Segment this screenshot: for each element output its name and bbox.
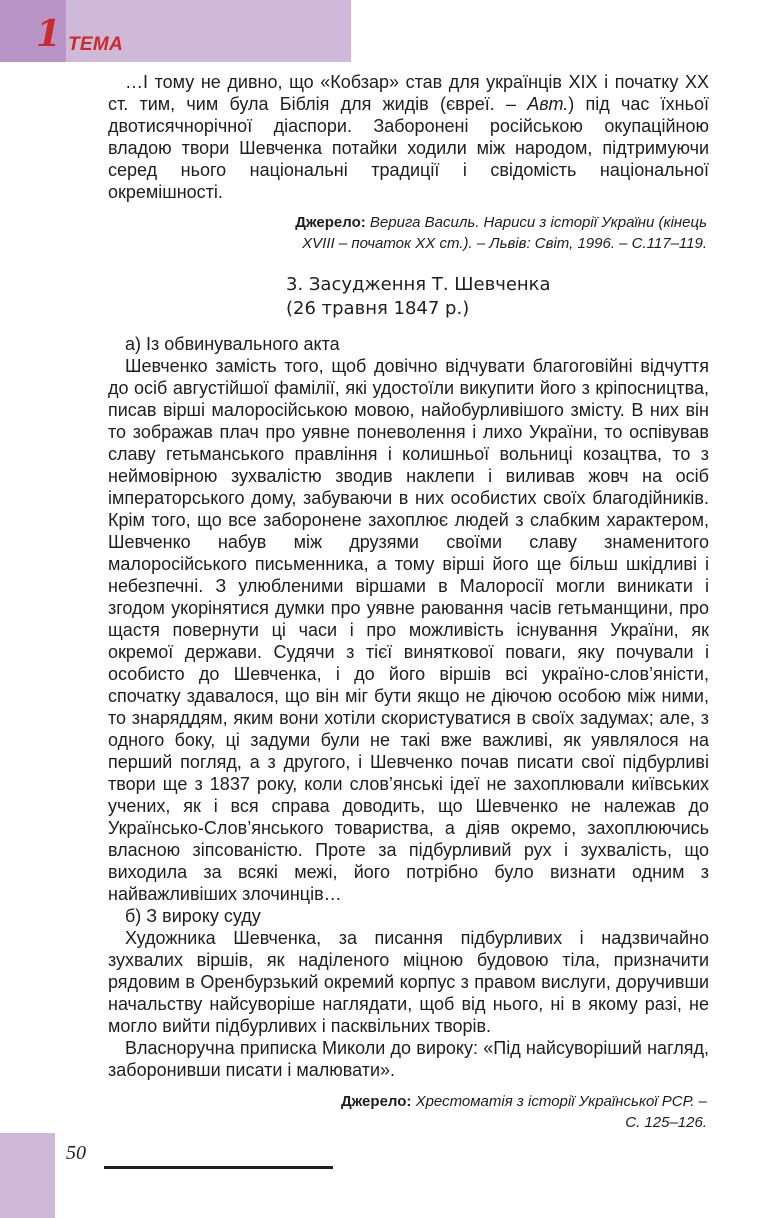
quote-text-end: ) під час їхньої двотисячнорічної діаспори. Заборонені російською окупаційною владою твори Шевченка потайки ходили між народом, підтримуючи серед нього національні традиції і свідомість національної окремішності. bbox=[108, 94, 709, 202]
quote-paragraph bbox=[108, 71, 709, 203]
quote-source bbox=[108, 212, 707, 254]
part-b-heading: б) З вироку суду bbox=[125, 906, 261, 926]
topic-number: 1 bbox=[36, 13, 62, 55]
author-note: Авт. bbox=[527, 94, 569, 114]
source-label: Джерело: bbox=[340, 1093, 412, 1110]
source-label: Джерело: bbox=[295, 214, 366, 231]
section-title-line: (26 травня 1847 р.) bbox=[286, 298, 470, 319]
source-line: Верига Василь. Нариси з історії України (кінець bbox=[369, 214, 707, 231]
part-a-text: Шевченко замість того, щоб довічно відчувати благоговійні відчуття до осіб августійшої фамілії, які удостоїли викупити його з кріпосництва, писав вірші малоросійською мовою, найобурливішого змісту. В них він то зображав плач про уявне поневолення і лихо України, то оспівував славу гетьманського правління і колишньої вольниці козацтва, то з неймовірною зухвалістю зводив наклепи і виливав жовч на осіб імператорського дому, забуваючи в них особистих своїх благодійників. Крім того, що все заборонене захоплює людей з слабким характером, Шевченко набув між друзями своїми славу знаменитого малоросійського письменника, а тому вірші його ще більш шкідливі і небезпечні. З улюбленими віршами в Малоросії могли виникати і згодом укорінятися думки про уявне раювання часів гетьманщини, про щастя повернути ці часи і про можливість існування України, як окремої держави. Судячи з тієї виняткової поваги, яку почували і особисто до Шевченка, і до його віршів всі україно-слов’яністи, спочатку здавалося, що він міг бути якщо не діючою особою між ними, то знаряддям, яким вони хотіли скористуватися в своїх задумах; але, з одного боку, ці задуми були не такі вже важливі, як уявлялося на перший погляд, а з другого, і Шевченко почав писати свої підбурливі твори ще з 1837 року, коли слов’янські ідеї не захоплювали київських учених, як і вся справа доводить, що Шевченко не належав до Українсько-Слов’янського товариства, а діяв окремо, захоплюючись власною зіпсованістю. Проте за підбурливий рух і зухвалість, що виходила за всякі межі, його потрібно було визнати одним з найважливіших злочинців… bbox=[108, 356, 709, 904]
source-line: XVIII – початок XX ст.). – Львів: Світ, 1996. – С.117–119. bbox=[302, 235, 707, 252]
source-line: Хрестоматія з історії Української РСР. – bbox=[415, 1093, 707, 1110]
part-b-text: Художника Шевченка, за писання підбурливих і надзвичайно зухвалих віршів, як наділеного міцною будовою тіла, призначити рядовим в Оренбурзький окремий корпус з правом вислуги, доручивши начальству найсуворіше наглядати, щоб від нього, ні в якому разі, не могло вийти підбурливих і пасквільних творів. bbox=[108, 928, 709, 1036]
section-title bbox=[286, 273, 709, 321]
part-b-note: Власноручна приписка Миколи до вироку: «Під найсуворіший нагляд, заборонивши писати і малювати». bbox=[108, 1038, 709, 1080]
source-line: С. 125–126. bbox=[625, 1114, 707, 1131]
topic-label: ТЕМА bbox=[68, 34, 124, 55]
part-b-source bbox=[108, 1091, 707, 1133]
quote-text: …І тому не дивно, що «Кобзар» став для українців XIX і початку XX ст. тим, чим була Біблія для жидів (євреї. – bbox=[108, 72, 709, 114]
section-title-line: 3. Засудження Т. Шевченка bbox=[286, 274, 551, 295]
part-a-heading: а) Із обвинувального акта bbox=[125, 334, 340, 354]
footer-band bbox=[0, 1133, 55, 1218]
page-content bbox=[108, 71, 709, 1133]
footer-rule bbox=[104, 1166, 333, 1169]
page-number: 50 bbox=[66, 1142, 86, 1164]
